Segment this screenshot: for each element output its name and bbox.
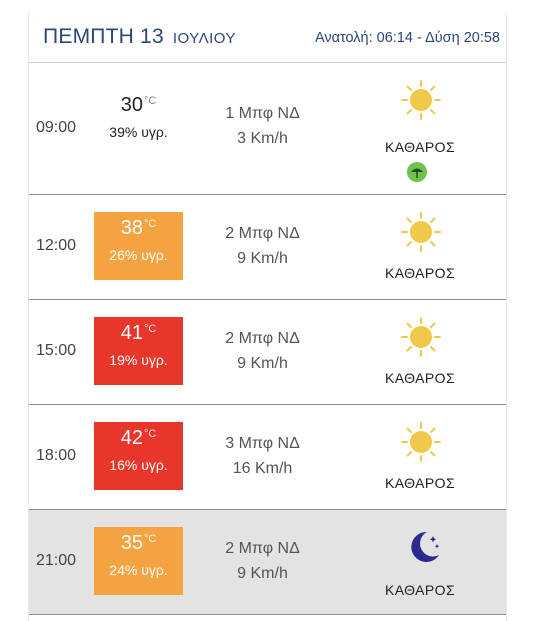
wind-info [196, 536, 329, 586]
day-header [29, 12, 506, 63]
temperature-humidity-box [94, 212, 183, 280]
wind-speed: 9 Km/h [237, 355, 288, 372]
forecast-time: 09:00 [36, 119, 77, 136]
day-label: ΠΕΜΠΤΗ 13 [43, 25, 164, 48]
forecast-row [29, 405, 506, 510]
temperature-humidity-box [94, 422, 183, 490]
humidity: 16% υγρ. [109, 457, 168, 473]
wind-info [196, 221, 329, 271]
sun-icon [401, 422, 441, 462]
weather-condition: ΚΑΘΑΡΟΣ [384, 475, 456, 491]
temperature [94, 216, 183, 240]
temperature [94, 531, 183, 555]
temperature-value: 35 [120, 532, 143, 554]
forecast-row [29, 195, 506, 300]
humidity: 19% υγρ. [109, 352, 168, 368]
forecast-panel [28, 12, 507, 621]
forecast-row [29, 510, 506, 615]
wind-info [196, 101, 329, 151]
temperature-unit: °C [143, 428, 157, 440]
wind-beaufort: 2 Μπφ ΝΔ [225, 330, 300, 347]
green-umbrella-icon [406, 161, 428, 183]
month-label: ΙΟΥΛΙΟΥ [172, 30, 236, 47]
wind-beaufort: 2 Μπφ ΝΔ [225, 225, 300, 242]
wind-speed: 16 Km/h [232, 460, 293, 477]
wind-speed: 3 Km/h [237, 130, 288, 147]
moon-icon [403, 527, 443, 567]
temperature [94, 93, 183, 117]
temperature [94, 321, 183, 345]
wind-info [196, 326, 329, 376]
temperature-unit: °C [143, 323, 157, 335]
wind-speed: 9 Km/h [237, 250, 288, 267]
wind-info [196, 431, 329, 481]
sun-icon [401, 317, 441, 357]
forecast-time: 21:00 [36, 552, 77, 569]
wind-beaufort: 2 Μπφ ΝΔ [225, 540, 300, 557]
temperature-value: 41 [120, 322, 143, 344]
temperature-humidity-box [94, 89, 183, 157]
temperature-humidity-box [94, 527, 183, 595]
forecast-row [29, 63, 506, 195]
weather-condition: ΚΑΘΑΡΟΣ [384, 582, 456, 598]
wind-speed: 9 Km/h [237, 565, 288, 582]
humidity: 24% υγρ. [109, 562, 168, 578]
forecast-time: 12:00 [36, 237, 77, 254]
temperature-value: 30 [120, 94, 143, 116]
sun-icon [401, 80, 441, 120]
weather-condition: ΚΑΘΑΡΟΣ [384, 265, 456, 281]
day-title [43, 25, 236, 49]
temperature-humidity-box [94, 317, 183, 385]
humidity: 26% υγρ. [109, 247, 168, 263]
humidity: 39% υγρ. [109, 124, 168, 140]
forecast-row [29, 300, 506, 405]
temperature-unit: °C [143, 218, 157, 230]
sun-icon [401, 212, 441, 252]
temperature [94, 426, 183, 450]
sunrise-sunset: Ανατολή: 06:14 - Δύση 20:58 [314, 30, 500, 46]
temperature-unit: °C [143, 95, 157, 107]
forecast-time: 18:00 [36, 447, 77, 464]
weather-condition: ΚΑΘΑΡΟΣ [384, 139, 456, 155]
temperature-unit: °C [143, 533, 157, 545]
wind-beaufort: 3 Μπφ ΝΔ [225, 435, 300, 452]
weather-condition: ΚΑΘΑΡΟΣ [384, 370, 456, 386]
wind-beaufort: 1 Μπφ ΝΔ [225, 105, 300, 122]
temperature-value: 38 [120, 217, 143, 239]
forecast-time: 15:00 [36, 342, 77, 359]
temperature-value: 42 [120, 427, 143, 449]
